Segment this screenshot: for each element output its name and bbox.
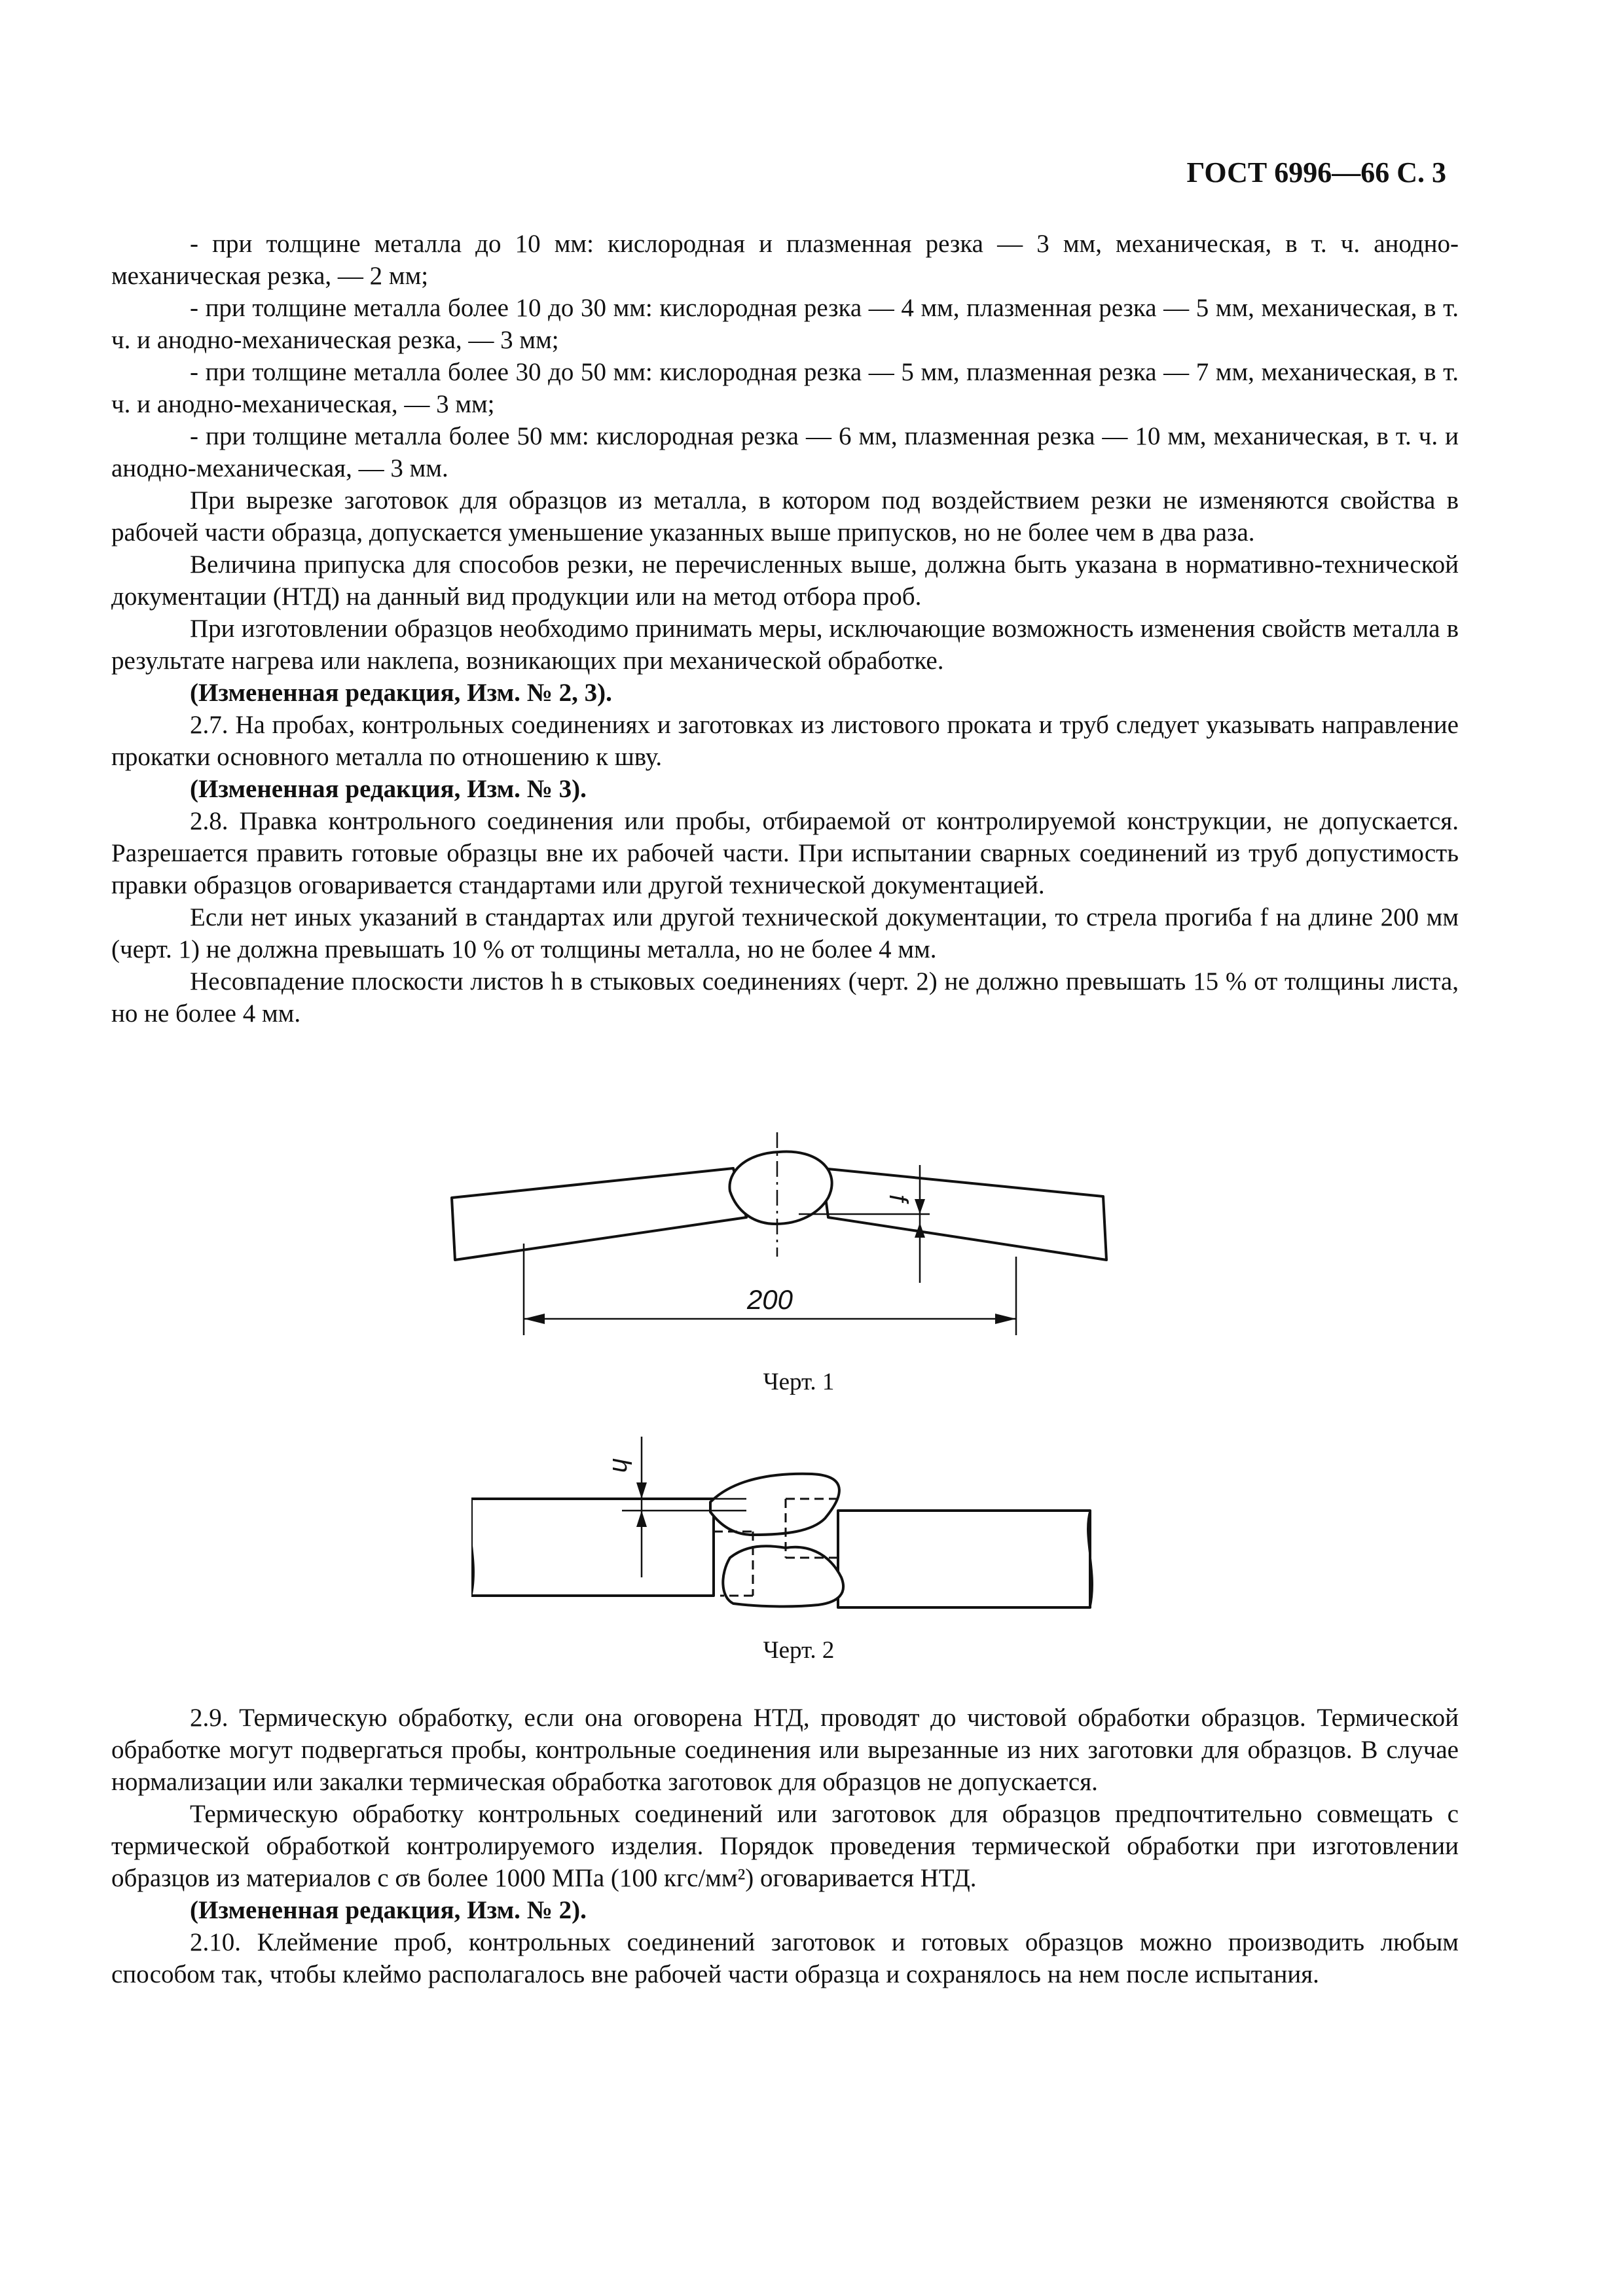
paragraph: 2.10. Клеймение проб, контрольных соединений заготовок и готовых образцов можно производить любым способом так, чтобы клеймо располагалось вне рабочей части образца и сохранялось на нем после испытания. [111,1928,1459,1988]
figure-1-label-f: f [884,1194,913,1202]
paragraph: Величина припуска для способов резки, не перечисленных выше, должна быть указана в нормативно-технической документации (НТД) на данный вид продукции или на метод отбора проб. [111,550,1459,611]
amendment-note: (Измененная редакция, Изм. № 2, 3). [190,679,612,707]
amendment-note: (Измененная редакция, Изм. № 2). [190,1896,587,1924]
text-block-lower [111,1702,1459,1990]
figure-2-caption: Черт. 2 [763,1637,835,1664]
figure-2-drawing [471,1427,1093,1617]
figure-1-caption: Черт. 1 [763,1369,835,1395]
figure-2-label-h: h [607,1458,636,1473]
paragraph: При изготовлении образцов необходимо принимать меры, исключающие возможность изменения свойств металла в результате нагрева или наклепа, возникающих при механической обработке. [111,615,1459,675]
paragraph: 2.7. На пробах, контрольных соединениях и заготовках из листового проката и труб следует указывать направление прокатки основного металла по отношению к шву. [111,711,1459,771]
paragraph: 2.9. Термическую обработку, если она оговорена НТД, проводят до чистовой обработки образцов. Термической обработке могут подвергаться пробы, контрольные соединения или вырезанные из них заготовки для образцов. В случае нормализации или закалки термическая обработка заготовок для образцов не допускается. [111,1704,1459,1796]
paragraph: - при толщине металла более 30 до 50 мм: кислородная резка — 5 мм, плазменная резка — 7 мм, механическая, в т. ч. и анодно-механическая, — 3 мм; [111,358,1459,418]
text-block-upper [111,228,1459,1030]
paragraph: Несовпадение плоскости листов h в стыковых соединениях (черт. 2) не должно превышать 15 % от толщины листа, но не более 4 мм. [111,967,1459,1028]
paragraph: При вырезке заготовок для образцов из металла, в котором под воздействием резки не изменяются свойства в рабочей части образца, допускается уменьшение указанных выше припусков, но не более чем в два раза. [111,486,1459,547]
paragraph: 2.8. Правка контрольного соединения или пробы, отбираемой от контролируемой конструкции, не допускается. Разрешается править готовые образцы вне их рабочей части. При испытании сварных соединений из труб допустимость правки образцов оговаривается стандартами или другой технической документацией. [111,807,1459,899]
paragraph: - при толщине металла более 50 мм: кислородная резка — 6 мм, плазменная резка — 10 мм, механическая, в т. ч. и анодно-механическая, — 3 мм. [111,422,1459,482]
paragraph: Если нет иных указаний в стандартах или другой технической документации, то стрела прогиба f на длине 200 мм (черт. 1) не должна превышать 10 % от толщины металла, но не более 4 мм. [111,903,1459,963]
amendment-note: (Измененная редакция, Изм. № 3). [190,775,587,803]
paragraph: - при толщине металла более 10 до 30 мм: кислородная резка — 4 мм, плазменная резка — 5 мм, механическая, в т. ч. и анодно-механическая резка, — 3 мм; [111,294,1459,354]
paragraph: Термическую обработку контрольных соединений или заготовок для образцов предпочтительно совмещать с термической обработкой контролируемого изделия. Порядок проведения термической обработки при изготовлении образцов из материалов с σв более 1000 МПа (100 кгс/мм²) оговаривается НТД. [111,1800,1459,1892]
paragraph: - при толщине металла до 10 мм: кислородная и плазменная резка — 3 мм, механическая, в т. ч. анодно-механическая резка, — 2 мм; [111,230,1459,290]
page-header: ГОСТ 6996—66 С. 3 [1186,156,1446,188]
figure-1-dimension: 200 [746,1284,793,1315]
figure-1-drawing [432,1126,1126,1348]
